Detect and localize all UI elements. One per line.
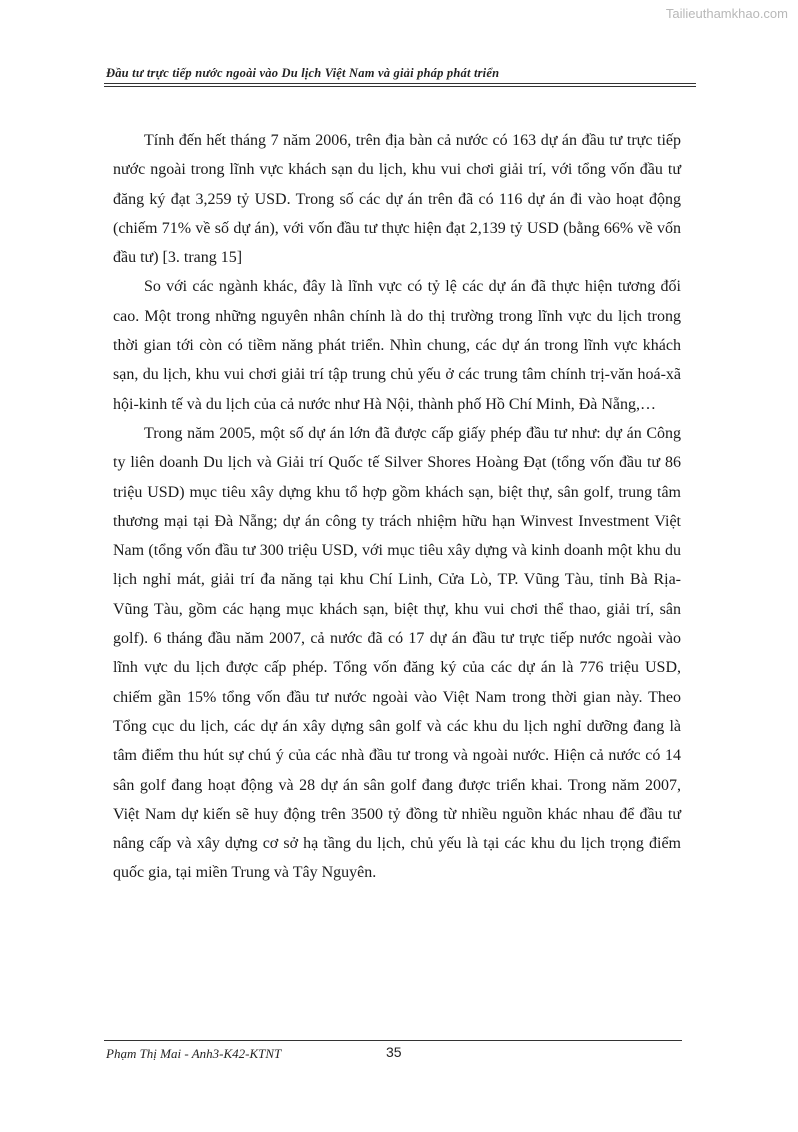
footer-author: Phạm Thị Mai - Anh3-K42-KTNT: [106, 1046, 282, 1061]
footer-divider: [104, 1040, 682, 1041]
header-divider: [104, 83, 696, 87]
paragraph-1: Tính đến hết tháng 7 năm 2006, trên địa bàn cả nước có 163 dự án đầu tư trực tiếp nước ngoài trong lĩnh vực khách sạn du lịch, khu vui chơi giải trí, với tổng vốn đầu tư đăng ký đạt 3,259 tỷ USD. Trong số các dự án trên đã có 116 dự án đi vào hoạt động (chiếm 71% về số dự án), với vốn đầu tư thực hiện đạt 2,139 tỷ USD (bằng 66% về vốn đầu tư) [3. trang 15]: [113, 132, 681, 267]
document-body: [113, 126, 681, 888]
running-header-title: Đầu tư trực tiếp nước ngoài vào Du lịch Việt Nam và giải pháp phát triển: [106, 66, 500, 80]
watermark-text: Tailieuthamkhao.com: [665, 6, 788, 21]
paragraph-2: So với các ngành khác, đây là lĩnh vực có tỷ lệ các dự án đã thực hiện tương đối cao. Một trong những nguyên nhân chính là do thị trường trong lĩnh vực du lịch trong thời gian tới còn có tiềm năng phát triển. Nhìn chung, các dự án trong lĩnh vực khách sạn, du lịch, khu vui chơi giải trí tập trung chủ yếu ở các trung tâm chính trị-văn hoá-xã hội-kinh tế và du lịch của cả nước như Hà Nội, thành phố Hồ Chí Minh, Đà Nẵng,…: [113, 278, 681, 413]
paragraph-3: Trong năm 2005, một số dự án lớn đã được cấp giấy phép đầu tư như: dự án Công ty liên doanh Du lịch và Giải trí Quốc tế Silver Shores Hoàng Đạt (tổng vốn đầu tư 86 triệu USD) mục tiêu xây dựng khu tổ hợp gồm khách sạn, biệt thự, sân golf, trung tâm thương mại tại Đà Nẵng; dự án công ty trách nhiệm hữu hạn Winvest Investment Việt Nam (tổng vốn đầu tư 300 triệu USD, với mục tiêu xây dựng và kinh doanh một khu du lịch nghỉ mát, giải trí đa năng tại khu Chí Linh, Cửa Lò, TP. Vũng Tàu, tỉnh Bà Rịa- Vũng Tàu, gồm các hạng mục khách sạn, biệt thự, khu vui chơi thể thao, giải trí, sân golf). 6 tháng đầu năm 2007, cả nước đã có 17 dự án đầu tư trực tiếp nước ngoài vào lĩnh vực du lịch được cấp phép. Tổng vốn đăng ký của các dự án là 776 triệu USD, chiếm gần 15% tổng vốn đầu tư nước ngoài vào Việt Nam trong thời gian này. Theo Tổng cục du lịch, các dự án xây dựng sân golf và các khu du lịch nghỉ dưỡng đang là tâm điểm thu hút sự chú ý của các nhà đầu tư trong và ngoài nước. Hiện cả nước có 14 sân golf đang hoạt động và 28 dự án sân golf đang được triển khai. Trong năm 2007, Việt Nam dự kiến sẽ huy động trên 3500 tỷ đồng từ nhiều nguồn khác nhau để đầu tư nâng cấp và xây dựng cơ sở hạ tầng du lịch, chủ yếu là tại các khu du lịch trọng điểm quốc gia, tại miền Trung và Tây Nguyên.: [113, 424, 681, 882]
page-number: 35: [386, 1044, 402, 1060]
